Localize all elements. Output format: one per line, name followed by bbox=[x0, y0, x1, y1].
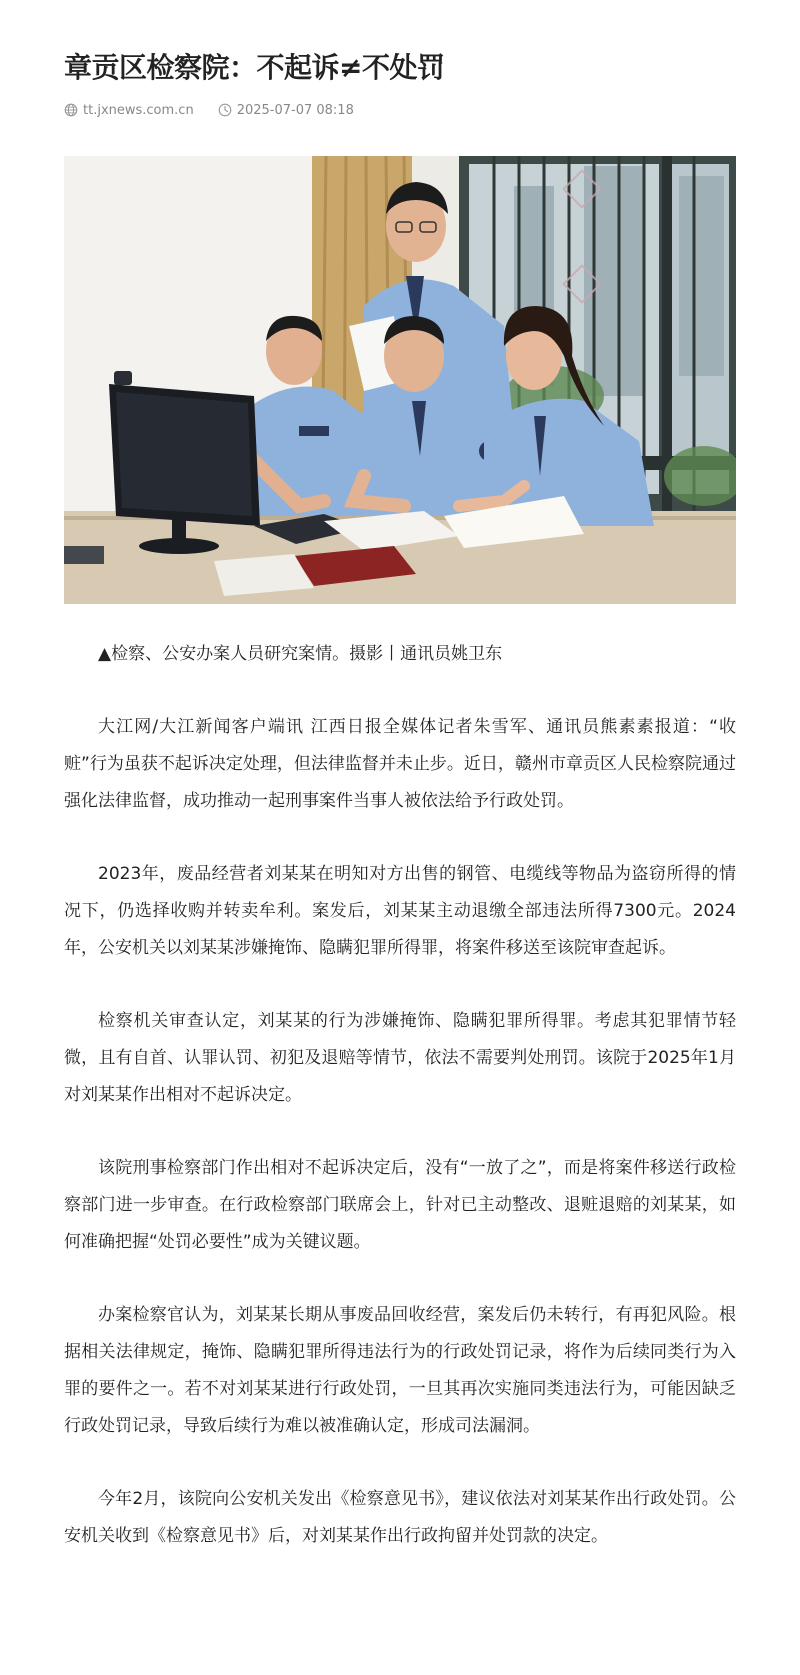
clock-icon bbox=[218, 103, 232, 117]
article bbox=[64, 0, 736, 1555]
paragraph-4: 该院刑事检察部门作出相对不起诉决定后，没有“一放了之”，而是将案件移送行政检察部门进一步审查。在行政检察部门联席会上，针对已主动整改、退赃退赔的刘某某，如何准确把握“处罚必要性”成为关键议题。 bbox=[64, 1158, 736, 1252]
photo-illustration bbox=[64, 156, 736, 604]
time-meta bbox=[218, 103, 354, 118]
photo-caption: ▲检察、公安办案人员研究案情。摄影丨通讯员姚卫东 bbox=[98, 644, 503, 664]
article-meta bbox=[64, 100, 736, 120]
paragraph-6: 今年2月，该院向公安机关发出《检察意见书》，建议依法对刘某某作出行政处罚。公安机关收到《检察意见书》后，对刘某某作出行政拘留并处罚款的决定。 bbox=[64, 1489, 736, 1546]
publish-time: 2025-07-07 08:18 bbox=[236, 102, 354, 118]
paragraph-5: 办案检察官认为，刘某某长期从事废品回收经营，案发后仍未转行，有再犯风险。根据相关法律规定，掩饰、隐瞒犯罪所得违法行为的行政处罚记录，将作为后续同类行为入罪的要件之一。若不对刘某某进行行政处罚，一旦其再次实施同类违法行为，可能因缺乏行政处罚记录，导致后续行为难以被准确认定，形成司法漏洞。 bbox=[64, 1305, 736, 1436]
source-link[interactable]: tt.jxnews.com.cn bbox=[83, 102, 194, 118]
article-title: 章贡区检察院：不起诉≠不处罚 bbox=[64, 51, 445, 84]
source-meta bbox=[64, 103, 194, 118]
paragraph-2: 2023年，废品经营者刘某某在明知对方出售的钢管、电缆线等物品为盗窃所得的情况下，仍选择收购并转卖牟利。案发后，刘某某主动退缴全部违法所得7300元。2024年，公安机关以刘某某涉嫌掩饰、隐瞒犯罪所得罪，将案件移送至该院审查起诉。 bbox=[64, 864, 736, 958]
article-photo bbox=[64, 156, 736, 604]
article-body bbox=[64, 636, 736, 1555]
paragraph-3: 检察机关审查认定，刘某某的行为涉嫌掩饰、隐瞒犯罪所得罪。考虑其犯罪情节轻微，且有自首、认罪认罚、初犯及退赔等情节，依法不需要判处刑罚。该院于2025年1月对刘某某作出相对不起诉决定。 bbox=[64, 1011, 736, 1105]
paragraph-1: 大江网/大江新闻客户端讯 江西日报全媒体记者朱雪军、通讯员熊素素报道：“收赃”行为虽获不起诉决定处理，但法律监督并未止步。近日，赣州市章贡区人民检察院通过强化法律监督，成功推动一起刑事案件当事人被依法给予行政处罚。 bbox=[64, 717, 736, 811]
globe-icon bbox=[64, 103, 78, 117]
